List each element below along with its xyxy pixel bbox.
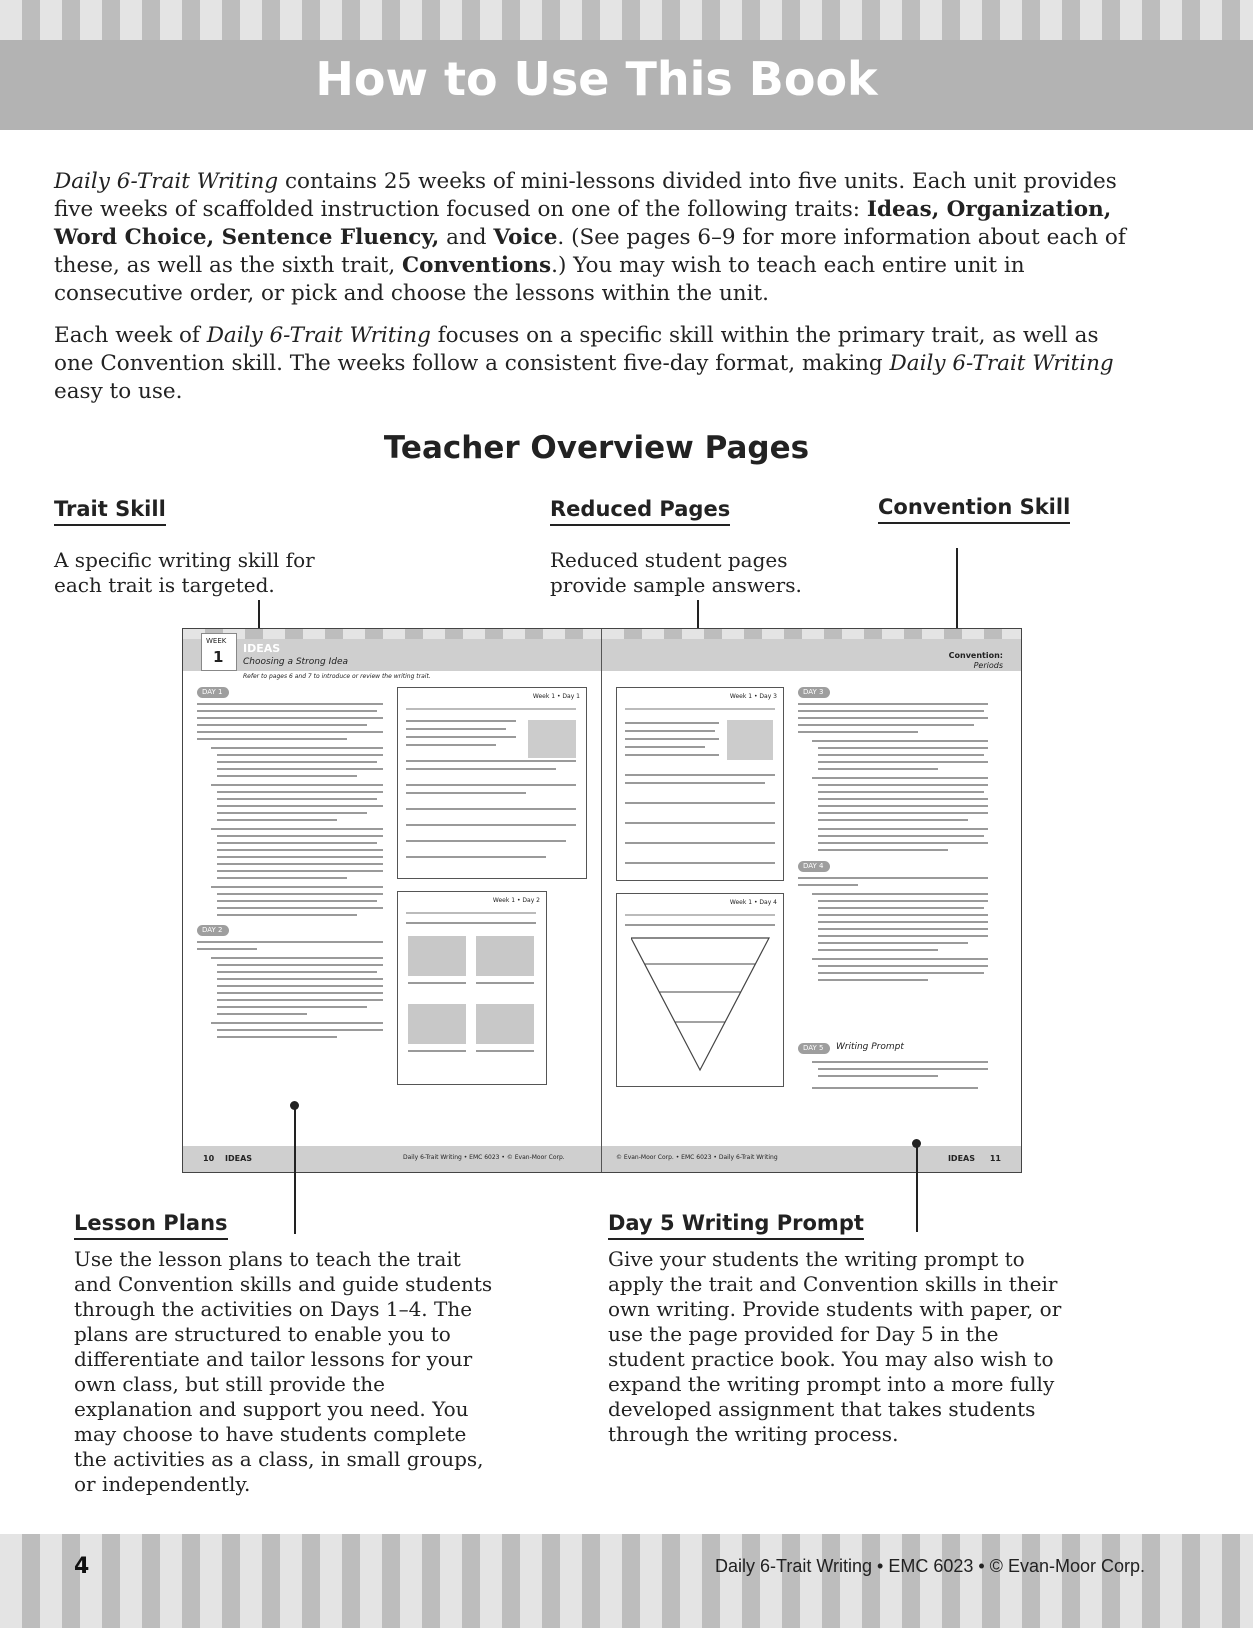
page-number: 4 [74,1554,90,1579]
student-page-day1-title: Week 1 • Day 1 [532,693,580,700]
teacher-pages-thumbnail [182,628,1022,1173]
day1-tag-label: DAY 1 [202,688,223,696]
day5-prompt-text: Give your students the writing prompt to apply the trait and Convention skills in their own writing. Provide students with paper, or use the page provided for Day 5 in the student practice book. You may also wish to expand the writing prompt into a more fully developed assignment that takes students through the writing process. [608,1247,1062,1446]
day5-tag-label: DAY 5 [803,1044,824,1052]
left-page-footer [183,1146,601,1172]
day4-tag [798,861,830,872]
student-page-day3-title: Week 1 • Day 3 [729,693,777,700]
day5-tag [798,1043,830,1054]
thumb-skill: Choosing a Strong Idea [243,657,348,667]
student-page-day2-title: Week 1 • Day 2 [492,897,540,904]
student-page-day2 [397,891,547,1085]
thumb-note: Refer to pages 6 and 7 to introduce or review the writing trait. [243,673,431,680]
convention-value: Periods [973,661,1003,670]
page-title: How to Use This Book [315,52,878,106]
left-footer-credit: Daily 6-Trait Writing • EMC 6023 • © Evan-Moor Corp. [403,1154,565,1161]
week-box [201,633,237,671]
right-header-stripes [602,629,1021,639]
left-footer-trait: IDEAS [225,1154,253,1163]
day3-tag [798,687,830,698]
day5-prompt-heading: Day 5 Writing Prompt [608,1210,864,1240]
week-label: WEEK [206,637,227,645]
week-number: 1 [213,648,224,666]
day4-tag-label: DAY 4 [803,862,824,870]
header-stripes [0,0,1253,40]
trait-skill-heading: Trait Skill [54,496,166,526]
right-footer-page: 11 [989,1154,1001,1163]
student-page-day4-title: Week 1 • Day 4 [729,899,777,906]
reduced-pages-heading: Reduced Pages [550,496,730,526]
day5-prompt-leader [916,1144,918,1232]
convention-label: Convention: [948,651,1003,660]
left-footer-page: 10 [203,1154,215,1163]
student-page-day3 [616,687,784,881]
day1-tag [197,687,229,698]
right-footer-trait: IDEAS [947,1154,975,1163]
convention-skill-heading: Convention Skill [878,494,1070,524]
thumb-trait: IDEAS [243,642,281,655]
lesson-plans-leader [294,1106,296,1234]
day5-prompt-title: Writing Prompt [836,1042,904,1052]
idea-triangle [631,934,771,1074]
lesson-plans-heading: Lesson Plans [74,1210,228,1240]
day3-tag-label: DAY 3 [803,688,824,696]
right-page-footer [602,1146,1021,1172]
day2-tag-label: DAY 2 [202,926,223,934]
intro-paragraph-1: Daily 6-Trait Writing contains 25 weeks of mini-lessons divided into five units. Each unit provides five weeks of scaffolded instruction focused on one of the following traits: Ideas, Organization, Word Choice, Sentence Fluency, and Voice. (See pages 6–9 for more information about each of these, as well as the sixth trait, Conventions.) You may wish to teach each entire unit in consecutive order, or pick and choose the lessons within the unit. [54,169,1126,306]
right-footer-credit: © Evan-Moor Corp. • EMC 6023 • Daily 6-Trait Writing [616,1154,778,1161]
trait-skill-text: A specific writing skill for each trait is targeted. [54,548,315,597]
footer-credit: Daily 6-Trait Writing • EMC 6023 • © Evan-Moor Corp. [715,1556,1145,1576]
student-page-day4 [616,893,784,1087]
student-page-day1 [397,687,587,879]
thumbnail-left-page [183,629,602,1172]
thumbnail-right-page [602,629,1021,1172]
day2-tag [197,925,229,936]
section-title: Teacher Overview Pages [383,430,810,466]
intro-paragraph-2: Each week of Daily 6-Trait Writing focuses on a specific skill within the primary trait, as well as one Convention skill. The weeks follow a consistent five-day format, making Daily 6-Trait Writing easy to use. [54,323,1114,404]
reduced-pages-text: Reduced student pages provide sample answers. [550,548,802,597]
left-header-stripes [183,629,601,639]
footer-band [0,1534,1253,1628]
lesson-plans-text: Use the lesson plans to teach the trait and Convention skills and guide students through the activities on Days 1–4. The plans are structured to enable you to differentiate and tailor lessons for your own class, but still provide the explanation and support you need. You may choose to have students complete the activities as a class, in small groups, or independently. [74,1247,493,1496]
